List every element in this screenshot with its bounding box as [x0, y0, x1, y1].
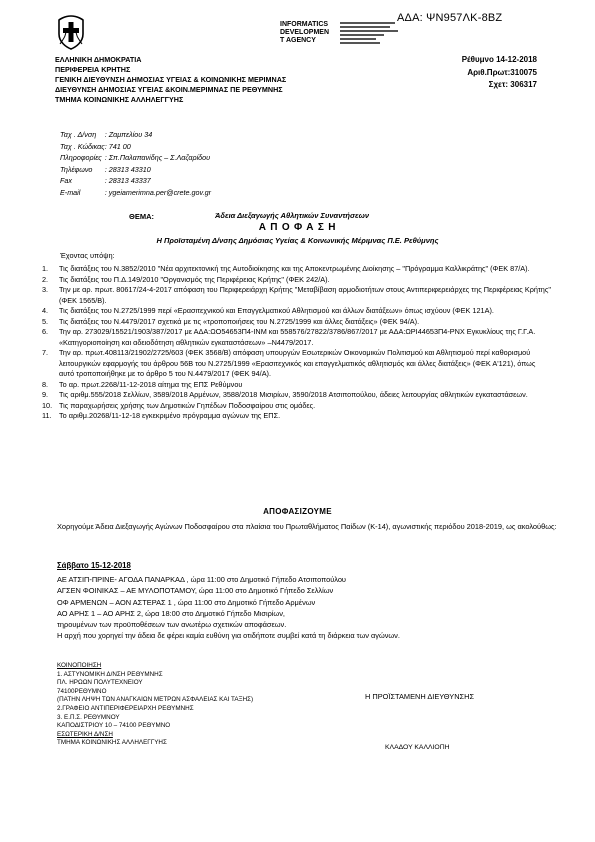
grant-paragraph: Χορηγούμε Άδεια Διεξαγωγής Αγώνων Ποδοσφαίρου στα πλαίσια του Πρωταθλήματος Παίδων (Κ-14), αγωνιστικής περιόδου 2018-2019, ως ακολούθως: — [57, 522, 557, 531]
issuing-authority: Η Προϊσταμένη Δ/νσης Δημόσιας Υγείας & Κοινωνικής Μέριμνας Π.Ε. Ρεθύμνης — [156, 236, 439, 245]
header-line: ΤΜΗΜΑ ΚΟΙΝΩΝΙΚΗΣ ΑΛΛΗΛΕΓΓΥΗΣ — [55, 95, 184, 104]
notification-line: 1. ΑΣΤΥΝΟΜΙΚΗ Δ/ΝΣΗ ΡΕΘΥΜΝΗΣ — [57, 670, 163, 678]
document-date: Ρέθυμνο 14-12-2018 — [461, 55, 537, 64]
list-item: 8. Το αρ. πρωτ.2268/11-12-2018 αίτημα της ΕΠΣ Ρεθύμνου — [42, 379, 243, 389]
notification-line: ΠΛ. ΗΡΩΩΝ ΠΟΛΥΤΕΧΝΕΙΟΥ — [57, 679, 143, 687]
match-line: ΑΟ ΑΡΗΣ 1 – ΑΟ ΑΡΗΣ 2, ώρα 18:00 στο Δημοτικό Γήπεδο Μισιρίων, — [57, 608, 285, 618]
list-item: 1. Τις διατάξεις του Ν.3852/2010 "Νέα αρχιτεκτονική της Αυτοδιοίκησης και της Αποκεντρωμένης Διοίκησης – "Πρόγραμμα Καλλικράτης" (ΦΕΚ 87/Α). — [42, 264, 530, 273]
list-item: 9. Τις αριθμ.555/2018 Σελλίων, 3589/2018 Αρμένων, 3588/2018 Μισιρίων, 3590/2018 Ατσιποπούλου, άδειες λειτουργίας αθλητικών εγκαταστάσεων. — [42, 390, 528, 399]
notification-title: ΚΟΙΝΟΠΟΙΗΣΗ — [57, 662, 102, 669]
matches-list — [57, 574, 400, 642]
match-line: ΑΕ ΑΤΣΙΠ-ΠΡΙΝΕ- ΑΓΟΔΑ ΠΑΝΑΡΚΑΔ , ώρα 11:00 στο Δημοτικό Γήπεδο Ατσιποπούλου — [57, 575, 346, 584]
logo-fineprint — [340, 21, 400, 46]
header-line: ΕΛΛΗΝΙΚΗ ΔΗΜΟΚΡΑΤΙΑ — [55, 55, 142, 64]
list-item: 7. Την αρ. πρωτ.408113/21902/2725/603 (ΦΕΚ 3568/Β) απόφαση υπουργών Εσωτερικών Οικονομικών Πολιτισμού και Αθλητισμού περί καθορισμού λειτουργικών εφαρμογής του άρθρου 56Β του Ν.2725/1999 «Ερασιτεχνικός και επαγγελματικός αθλητισμός και άλλες διατάξεις» (ΦΕΚ Α'121), όπως αυτό τροποποιήθηκε με το άρθρο 5 του Ν.4479/2017 (ΦΕΚ 94/Α). — [42, 348, 536, 378]
notification-line: ΚΑΠΟΔΙΣΤΡΙΟΥ 10 – 74100 ΡΕΘΥΜΝΟ — [57, 722, 171, 730]
authority-header — [55, 55, 286, 105]
decision-heading: ΑΠΟΦΑΣΙΖΟΥΜΕ — [263, 507, 332, 516]
contact-key: E-mail — [60, 187, 81, 197]
match-line: ΑΓΣΕΝ ΦΟΙΝΙΚΑΣ – ΑΕ ΜΥΛΟΠΟΤΑΜΟΥ, ώρα 11:00 στο Δημοτικό Γήπεδο Σελλίων — [57, 586, 334, 596]
logo-line: DEVELOPMEN — [280, 29, 330, 36]
list-item: 3. Την με αρ. πρωτ. 80617/24-4-2017 απόφαση του Περιφερειάρχη Κρήτης "Μεταβίβαση αρμοδιοτήτων στους Αντιπεριφερειάρχες της Περιφέρειας Κρήτης" (ΦΕΚ 1565/Β). — [42, 285, 551, 305]
notification-line: 3. Ε.Π.Σ. ΡΕΘΥΜΝΟΥ — [57, 713, 120, 721]
contact-key: Τηλέφωνο — [60, 164, 93, 174]
signatory-title: Η ΠΡΟΪΣΤΑΜΕΝΗ ΔΙΕΥΘΥΝΣΗΣ — [365, 692, 475, 701]
considerations-list — [42, 264, 552, 422]
contact-value: : 28313 43337 — [104, 176, 151, 186]
contact-value: : Σπ.Παλαπανίδης – Σ.Λαζαρίδου — [104, 153, 211, 163]
protocol-number: Αριθ.Πρωτ:310075 — [467, 67, 537, 77]
match-date: Σάββατο 15-12-2018 — [57, 561, 131, 570]
internal-distribution-line: ΤΜΗΜΑ ΚΟΙΝΩΝΙΚΗΣ ΑΛΛΗΛΕΓΓΥΗΣ — [57, 739, 167, 747]
subject-text: Άδεια Διεξαγωγής Αθλητικών Συναντήσεων — [215, 211, 370, 220]
match-line: τηρουμένων των προϋποθέσεων των ανωτέρω σχετικών αποφάσεων. — [57, 620, 287, 630]
greek-emblem-icon — [56, 14, 86, 50]
contact-key: Fax — [60, 176, 72, 186]
contact-key: Ταχ . Κώδικας — [60, 141, 105, 151]
internal-distribution-title: ΕΣΩΤΕΡΙΚΗ Δ/ΝΣΗ — [57, 730, 113, 738]
list-item: 10. Τις παραχωρήσεις χρήσης των Δημοτικών Γηπέδων Ποδοσφαίρου στις ομάδες. — [42, 400, 316, 410]
notification-list — [57, 662, 253, 748]
related-number: Σχετ: 306317 — [488, 80, 537, 89]
notification-line: 2.ΓΡΑΦΕΙΟ ΑΝΤΙΠΕΡΙΦΕΡΕΙΑΡΧΗ ΡΕΘΥΜΝΗΣ — [57, 704, 194, 712]
header-line: ΔΙΕΥΘΥΝΣΗ ΔΗΜΟΣΙΑΣ ΥΓΕΙΑΣ &ΚΟΙΝ.ΜΕΡΙΜΝΑΣ ΠΕ ΡΕΘΥΜΝΗΣ — [55, 85, 283, 94]
contact-key: Πληροφορίες — [60, 153, 102, 163]
document-reference — [462, 54, 537, 92]
list-item: 5. Τις διατάξεις του Ν.4479/2017 σχετικά με τις «τροποποιήσεις του Ν.2725/1999 και άλλες διατάξεις» (ΦΕΚ 94/Α). — [42, 316, 420, 326]
list-item: 2. Τις διατάξεις του Π.Δ.149/2010 "Οργανισμός της Περιφέρειας Κρήτης" (ΦΕΚ 242/Α). — [42, 274, 330, 284]
contact-email: : ygeiamerimna.per@crete.gov.gr — [104, 187, 211, 197]
notification-line: 74100ΡΕΘΥΜΝΟ — [57, 687, 107, 695]
logo-line: INFORMATICS — [280, 21, 329, 28]
contact-value: : 28313 43310 — [104, 164, 151, 174]
signatory-name: ΚΛΑΔΟΥ ΚΑΛΛΙΟΠΗ — [385, 744, 450, 751]
contact-block — [60, 129, 211, 199]
list-item: 6. Την αρ. 273029/15521/1903/387/2017 με ΑΔΑ:ΩΟ54653Π4-ΙΝΜ και 558576/27822/3786/867/2017 με ΑΔΑ:ΩΡΙ44653Π4-ΡΝΧ Εγκυκλίους της Γ.Γ.Α. «Κατηγοριοποίηση και αδειοδότηση αθλητικών εγκαταστάσεων» –Ν4479/2017. — [42, 327, 536, 347]
match-line: Η αρχή που χορηγεί την άδεια δε φέρει καμία ευθύνη για οτιδήποτε συμβεί κατά τη διάρκεια των αγώνων. — [57, 631, 400, 641]
logo-line: T AGENCY — [280, 37, 316, 44]
header-line: ΠΕΡΙΦΕΡΕΙΑ ΚΡΗΤΗΣ — [55, 65, 131, 74]
list-item: 4. Τις διατάξεις του Ν.2725/1999 περί «Ερασιτεχνικού και Επαγγελματικού Αθλητισμού και άλλων διατάξεων» όπως ισχύουν (ΦΕΚ 121Α). — [42, 306, 494, 315]
notification-line: (ΠΑΤΗΝ ΛΗΨΗ ΤΩΝ ΑΝΑΓΚΑΙΩΝ ΜΕΤΡΩΝ ΑΣΦΑΛΕΙΑΣ ΚΑΙ ΤΑΞΗΣ) — [57, 696, 254, 704]
list-item: 11. Το αριθμ.20268/11-12-18 εγκεκριμένο πρόγραμμα αγώνων της ΕΠΣ. — [42, 411, 281, 420]
match-line: ΟΦ ΑΡΜΕΝΩΝ – ΑΟΝ ΑΣΤΕΡΑΣ 1 , ώρα 11:00 στο Δημοτικό Γήπεδο Αρμένων — [57, 597, 316, 607]
header-line: ΓΕΝΙΚΗ ΔΙΕΥΘΥΝΣΗ ΔΗΜΟΣΙΑΣ ΥΓΕΙΑΣ & ΚΟΙΝΩΝΙΚΗΣ ΜΕΡΙΜΝΑΣ — [55, 75, 287, 84]
subject-label: ΘΕΜΑ: — [129, 212, 154, 221]
contact-value: : Ζαμπελίου 34 — [104, 130, 153, 139]
contact-value: : 741 00 — [104, 141, 131, 151]
decision-title: Α Π Ο Φ Α Σ Η — [258, 222, 337, 233]
contact-key: Ταχ . Δ/νση — [60, 130, 97, 139]
informatics-agency-logo — [280, 21, 329, 45]
considerations-intro: Έχοντας υπόψη: — [60, 251, 115, 260]
ada-code: ΑΔΑ: ΨΝ957ΛΚ-8ΒΖ — [397, 12, 503, 24]
